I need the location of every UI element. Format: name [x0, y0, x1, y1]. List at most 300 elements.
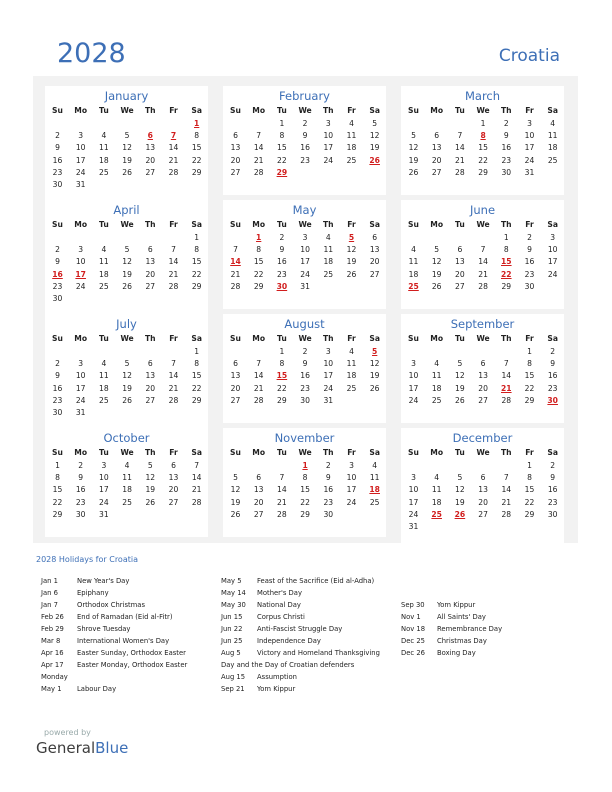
brand-part-1: General — [36, 739, 96, 757]
calendar-day: 19 — [145, 485, 156, 495]
month-september — [401, 314, 564, 423]
calendar-day: 2 — [503, 119, 509, 128]
calendar-day: 3 — [302, 233, 308, 242]
calendar-day: 18 — [99, 383, 109, 393]
weekday-header: Fr — [525, 448, 534, 457]
holiday-day: 21 — [501, 383, 512, 393]
holiday-date: Dec 25 — [401, 637, 425, 645]
calendar-day: 8 — [279, 131, 285, 141]
holiday-entry — [401, 623, 581, 635]
calendar-day: 2 — [55, 245, 60, 255]
holiday-day: 8 — [480, 131, 486, 141]
calendar-day: 9 — [325, 473, 331, 483]
holiday-day: 1 — [302, 461, 308, 470]
calendar-day: 14 — [455, 143, 465, 153]
calendar-day: 17 — [323, 371, 334, 381]
calendar-day: 1 — [55, 461, 60, 470]
month-february — [223, 86, 386, 195]
calendar-day: 7 — [503, 473, 509, 483]
calendar-day: 30 — [52, 294, 63, 303]
holiday-name: Corpus Christi — [257, 613, 305, 621]
calendar-day: 7 — [256, 359, 262, 369]
calendar-day: 17 — [99, 485, 109, 495]
month-august — [223, 314, 386, 423]
calendar-day: 7 — [171, 359, 176, 369]
calendar-day: 28 — [501, 509, 512, 519]
calendar-day: 3 — [101, 461, 107, 470]
calendar-day: 29 — [253, 281, 264, 291]
holiday-name: National Day — [257, 601, 301, 609]
calendar-day: 15 — [52, 485, 63, 495]
calendar-day: 19 — [369, 143, 380, 153]
calendar-day: 11 — [431, 485, 442, 495]
calendar-day: 22 — [277, 383, 287, 393]
month-name: February — [279, 89, 330, 103]
weekday-header: Tu — [99, 220, 109, 229]
calendar-day: 8 — [302, 473, 308, 483]
weekday-header: Fr — [525, 106, 534, 115]
calendar-day: 6 — [147, 359, 153, 369]
calendar-day: 10 — [408, 371, 419, 381]
calendar-day: 18 — [408, 269, 419, 279]
weekday-header: Fr — [347, 106, 356, 115]
calendar-day: 4 — [349, 347, 354, 356]
holiday-name: International Women's Day — [77, 637, 170, 645]
calendar-day: 15 — [191, 371, 202, 381]
holiday-day: 1 — [256, 233, 262, 242]
calendar-day: 18 — [346, 371, 357, 381]
holiday-name: Victory and Homeland Thanksgiving — [257, 649, 380, 657]
holiday-date: May 14 — [221, 589, 246, 597]
calendar-day: 11 — [369, 473, 380, 483]
calendar-day: 5 — [124, 131, 130, 141]
holiday-name-continued: Day and the Day of Croatian defenders — [221, 661, 355, 669]
calendar-day: 10 — [547, 245, 558, 255]
calendar-day: 1 — [279, 119, 285, 128]
weekday-header: Su — [230, 448, 241, 457]
holiday-entry — [401, 635, 581, 647]
weekday-header: Su — [52, 448, 63, 457]
weekday-header: Su — [52, 220, 63, 229]
weekday-header: Sa — [369, 448, 380, 457]
calendar-day: 4 — [101, 131, 107, 141]
calendar-day: 14 — [168, 143, 179, 153]
calendar-day: 13 — [478, 371, 488, 381]
calendar-day: 10 — [323, 131, 334, 141]
holiday-entry — [221, 587, 401, 599]
calendar-day: 17 — [75, 155, 86, 165]
holiday-day: 7 — [170, 131, 177, 141]
weekday-header: Th — [145, 106, 156, 115]
calendar-day: 7 — [480, 245, 486, 255]
calendar-day: 25 — [346, 383, 357, 393]
calendar-day: 26 — [122, 167, 132, 177]
calendar-day: 23 — [323, 497, 334, 507]
holiday-entry — [221, 683, 401, 695]
calendar-day: 27 — [478, 509, 488, 519]
calendar-day: 22 — [277, 155, 287, 165]
calendar-day: 21 — [230, 269, 241, 279]
calendar-day: 11 — [431, 371, 442, 381]
calendar-day: 29 — [300, 509, 310, 519]
calendar-day: 5 — [124, 245, 130, 255]
calendar-day: 30 — [300, 395, 310, 405]
calendar-day: 29 — [191, 167, 202, 177]
calendar-day: 16 — [75, 485, 86, 495]
weekday-header: Sa — [191, 448, 202, 457]
calendar-day: 22 — [253, 269, 264, 279]
calendar-day: 16 — [277, 257, 287, 267]
weekday-header: We — [120, 220, 134, 229]
weekday-header: Mo — [74, 448, 88, 457]
weekday-header: Th — [145, 334, 156, 343]
calendar-day: 24 — [408, 395, 419, 405]
calendar-day: 8 — [194, 359, 200, 369]
calendar-day: 24 — [99, 497, 109, 507]
calendar-day: 1 — [480, 119, 486, 128]
calendar-day: 19 — [455, 497, 465, 507]
calendar-day: 27 — [145, 395, 156, 405]
calendar-day: 1 — [194, 347, 200, 356]
calendar-day: 25 — [346, 155, 357, 165]
calendar-day: 25 — [99, 395, 109, 405]
holiday-day: 5 — [372, 347, 378, 356]
calendar-day: 9 — [550, 359, 556, 369]
calendar-day: 18 — [431, 497, 442, 507]
calendar-day: 29 — [478, 167, 488, 177]
calendar-day: 3 — [78, 245, 84, 255]
calendar-day: 4 — [101, 359, 107, 369]
holiday-date: Feb 26 — [41, 613, 64, 621]
calendar-day: 7 — [233, 245, 238, 255]
holiday-date: Jun 25 — [221, 637, 243, 645]
holiday-entry — [41, 647, 221, 659]
calendar-day: 3 — [411, 473, 416, 483]
weekday-header: Su — [408, 448, 419, 457]
calendar-day: 6 — [480, 473, 486, 483]
calendar-day: 27 — [145, 281, 156, 291]
calendar-day: 14 — [253, 371, 264, 381]
weekday-header: Th — [323, 448, 334, 457]
calendar-day: 12 — [122, 257, 132, 267]
calendar-day: 21 — [478, 269, 488, 279]
calendar-day: 4 — [124, 461, 130, 470]
calendar-day: 11 — [547, 131, 558, 141]
calendar-day: 12 — [145, 473, 156, 483]
month-name: June — [469, 203, 496, 217]
calendar-day: 7 — [457, 131, 463, 141]
holiday-day: 30 — [276, 281, 288, 291]
holiday-name: All Saints' Day — [437, 613, 486, 621]
weekday-header: Fr — [347, 220, 356, 229]
calendar-day: 13 — [145, 143, 156, 153]
weekday-header: Su — [230, 220, 241, 229]
calendar-day: 21 — [455, 155, 465, 165]
calendar-day: 6 — [171, 461, 176, 470]
calendar-day: 18 — [99, 155, 109, 165]
calendar-day: 19 — [122, 155, 132, 165]
calendar-day: 6 — [434, 131, 440, 141]
holiday-date: Jan 6 — [41, 589, 58, 597]
calendar-day: 4 — [434, 359, 440, 369]
calendar-day: 26 — [431, 281, 442, 291]
holiday-day: 30 — [547, 395, 558, 405]
calendar-day: 21 — [168, 155, 179, 165]
calendar-day: 18 — [346, 143, 357, 153]
weekday-header: Mo — [74, 106, 88, 115]
calendar-day: 4 — [101, 245, 107, 255]
calendar-day: 26 — [455, 395, 465, 405]
holiday-date: Aug 15 — [221, 673, 246, 681]
holiday-entry — [401, 599, 581, 611]
calendar-day: 13 — [478, 485, 488, 495]
calendar-day: 24 — [524, 155, 535, 165]
calendar-day: 21 — [501, 497, 512, 507]
calendar-day: 26 — [145, 497, 156, 507]
calendar-day: 21 — [168, 383, 179, 393]
calendar-day: 23 — [75, 497, 86, 507]
calendar-day: 6 — [457, 245, 463, 255]
calendar-day: 12 — [230, 485, 241, 495]
weekday-header: We — [298, 106, 312, 115]
weekday-header: Fr — [169, 106, 178, 115]
holiday-name: Easter Sunday, Orthodox Easter — [77, 649, 186, 657]
holiday-day: 16 — [52, 269, 63, 279]
calendar-day: 9 — [55, 371, 60, 381]
calendar-day: 15 — [524, 485, 535, 495]
weekday-header: Mo — [430, 220, 444, 229]
calendar-day: 20 — [455, 269, 465, 279]
weekday-header: Fr — [347, 334, 356, 343]
calendar-day: 24 — [75, 395, 86, 405]
calendar-day: 13 — [369, 245, 380, 255]
weekday-header: Fr — [169, 220, 178, 229]
calendar-day: 19 — [122, 383, 132, 393]
calendar-day: 27 — [455, 281, 465, 291]
holiday-date: Sep 21 — [221, 685, 245, 693]
holiday-day: 25 — [408, 281, 419, 291]
weekday-header: Su — [408, 220, 419, 229]
calendar-day: 23 — [52, 281, 63, 291]
calendar-day: 16 — [524, 257, 535, 267]
calendar-day: 13 — [168, 473, 179, 483]
brand-part-2: Blue — [95, 739, 129, 757]
calendar-day: 18 — [431, 383, 442, 393]
calendar-day: 30 — [52, 408, 63, 417]
month-january — [45, 86, 208, 207]
weekday-header: We — [476, 220, 490, 229]
calendar-day: 19 — [230, 497, 241, 507]
calendar-day: 27 — [230, 395, 241, 405]
weekday-header: Mo — [252, 448, 266, 457]
calendar-day: 31 — [300, 281, 310, 291]
calendar-day: 29 — [191, 395, 202, 405]
calendar-day: 3 — [325, 119, 331, 128]
calendar-day: 10 — [300, 245, 310, 255]
weekday-header: We — [298, 448, 312, 457]
month-name: March — [464, 89, 501, 103]
holiday-date: May 5 — [221, 577, 242, 585]
month-october — [45, 428, 208, 537]
calendar-day: 13 — [455, 257, 465, 267]
brand-logo[interactable] — [36, 739, 128, 757]
calendar-day: 27 — [230, 167, 241, 177]
calendar-day: 23 — [524, 269, 535, 279]
month-name: December — [452, 431, 513, 445]
weekday-header: Mo — [430, 334, 444, 343]
weekday-header: Fr — [169, 448, 178, 457]
month-name: October — [103, 431, 150, 445]
calendar-day: 12 — [455, 371, 465, 381]
calendar-day: 24 — [75, 281, 86, 291]
calendar-day: 13 — [145, 257, 156, 267]
calendar-day: 19 — [431, 269, 442, 279]
calendar-day: 17 — [323, 143, 334, 153]
weekday-header: Fr — [169, 334, 178, 343]
calendar-day: 25 — [122, 497, 132, 507]
calendar-day: 16 — [52, 155, 63, 165]
calendar-day: 6 — [233, 359, 238, 369]
month-november — [223, 428, 386, 537]
calendar-day: 28 — [478, 281, 488, 291]
holiday-entry — [221, 671, 401, 683]
calendar-day: 23 — [547, 497, 558, 507]
calendar-day: 12 — [369, 131, 380, 141]
month-june — [401, 200, 564, 309]
calendar-day: 4 — [550, 119, 556, 128]
holiday-name: Remembrance Day — [437, 625, 503, 633]
calendar-day: 11 — [323, 245, 334, 255]
calendar-day: 14 — [501, 371, 512, 381]
calendar-day: 12 — [431, 257, 442, 267]
holiday-date: Jun 15 — [221, 613, 243, 621]
calendar-day: 13 — [230, 371, 241, 381]
holiday-day: 5 — [348, 233, 355, 242]
holiday-entry — [221, 599, 401, 611]
holiday-name: Yom Kippur — [257, 685, 296, 693]
weekday-header: Fr — [525, 220, 534, 229]
calendar-day: 9 — [550, 473, 556, 483]
holiday-date: May 1 — [41, 685, 62, 693]
calendar-day: 18 — [323, 257, 334, 267]
calendar-day: 26 — [346, 269, 357, 279]
calendar-day: 22 — [524, 497, 535, 507]
calendar-day: 24 — [547, 269, 558, 279]
weekday-header: Su — [408, 334, 419, 343]
calendar-day: 17 — [300, 257, 310, 267]
weekday-header: We — [298, 334, 312, 343]
holiday-date: Apr 17 — [41, 661, 64, 669]
calendar-day: 14 — [168, 371, 179, 381]
weekday-header: Sa — [191, 106, 202, 115]
month-march — [401, 86, 564, 195]
calendar-day: 26 — [122, 395, 132, 405]
calendar-day: 12 — [346, 245, 357, 255]
holiday-date: Feb 29 — [41, 625, 64, 633]
calendar-day: 13 — [230, 143, 241, 153]
weekday-header: We — [120, 334, 134, 343]
weekday-header: Th — [501, 334, 512, 343]
holiday-entry — [41, 683, 221, 695]
calendar-day: 30 — [75, 509, 86, 519]
calendar-day: 14 — [253, 143, 264, 153]
calendar-day: 7 — [256, 131, 262, 141]
calendar-day: 19 — [369, 371, 380, 381]
holiday-entry — [221, 635, 401, 647]
holiday-day: 25 — [431, 509, 442, 519]
calendar-day: 9 — [302, 131, 308, 141]
weekday-header: Tu — [99, 448, 109, 457]
calendar-day: 11 — [99, 257, 109, 267]
calendar-day: 16 — [300, 371, 310, 381]
calendar-day: 17 — [75, 383, 86, 393]
calendar-day: 20 — [145, 269, 156, 279]
weekday-header: Sa — [547, 334, 558, 343]
calendar-day: 2 — [55, 131, 60, 141]
calendar-day: 18 — [99, 269, 109, 279]
holiday-entry — [221, 623, 401, 635]
weekday-header: Mo — [252, 106, 266, 115]
calendar-day: 16 — [323, 485, 334, 495]
calendar-day: 15 — [253, 257, 264, 267]
holiday-date: Nov 18 — [401, 625, 426, 633]
calendar-day: 15 — [277, 143, 287, 153]
weekday-header: We — [120, 106, 134, 115]
holiday-day: 1 — [194, 119, 200, 128]
calendar-day: 6 — [480, 359, 486, 369]
calendar-day: 5 — [434, 245, 440, 255]
holiday-day: 6 — [147, 131, 153, 141]
month-july — [45, 314, 208, 435]
calendar-day: 12 — [122, 143, 132, 153]
holiday-name: Shrove Tuesday — [77, 625, 131, 633]
calendar-day: 14 — [478, 257, 488, 267]
calendar-day: 27 — [478, 395, 488, 405]
weekday-header: Mo — [74, 220, 88, 229]
holiday-date: Jun 22 — [221, 625, 243, 633]
calendar-day: 15 — [191, 143, 202, 153]
calendar-day: 20 — [230, 383, 241, 393]
calendar-day: 15 — [300, 485, 310, 495]
calendar-day: 23 — [547, 383, 558, 393]
calendar-day: 4 — [411, 245, 416, 255]
holiday-day: 18 — [369, 485, 380, 495]
calendar-day: 11 — [99, 371, 109, 381]
calendar-day: 25 — [431, 395, 442, 405]
calendar-day: 21 — [253, 155, 264, 165]
calendar-day: 1 — [194, 233, 200, 242]
calendar-day: 5 — [147, 461, 153, 470]
weekday-header: Mo — [74, 334, 88, 343]
calendar-day: 17 — [408, 497, 419, 507]
holiday-entry — [41, 659, 221, 671]
calendar-day: 10 — [75, 371, 86, 381]
calendar-day: 20 — [145, 383, 156, 393]
calendar-day: 17 — [346, 485, 357, 495]
calendar-day: 28 — [168, 167, 179, 177]
calendar-day: 1 — [279, 347, 285, 356]
calendar-day: 3 — [550, 233, 556, 242]
calendar-day: 31 — [524, 167, 535, 177]
calendar-day: 14 — [501, 485, 512, 495]
calendar-day: 25 — [323, 269, 334, 279]
calendar-day: 26 — [122, 281, 132, 291]
calendar-day: 24 — [323, 155, 334, 165]
holiday-name: Yom Kippur — [437, 601, 476, 609]
calendar-day: 20 — [168, 485, 179, 495]
weekday-header: Su — [52, 334, 63, 343]
country-title: Croatia — [498, 46, 560, 66]
